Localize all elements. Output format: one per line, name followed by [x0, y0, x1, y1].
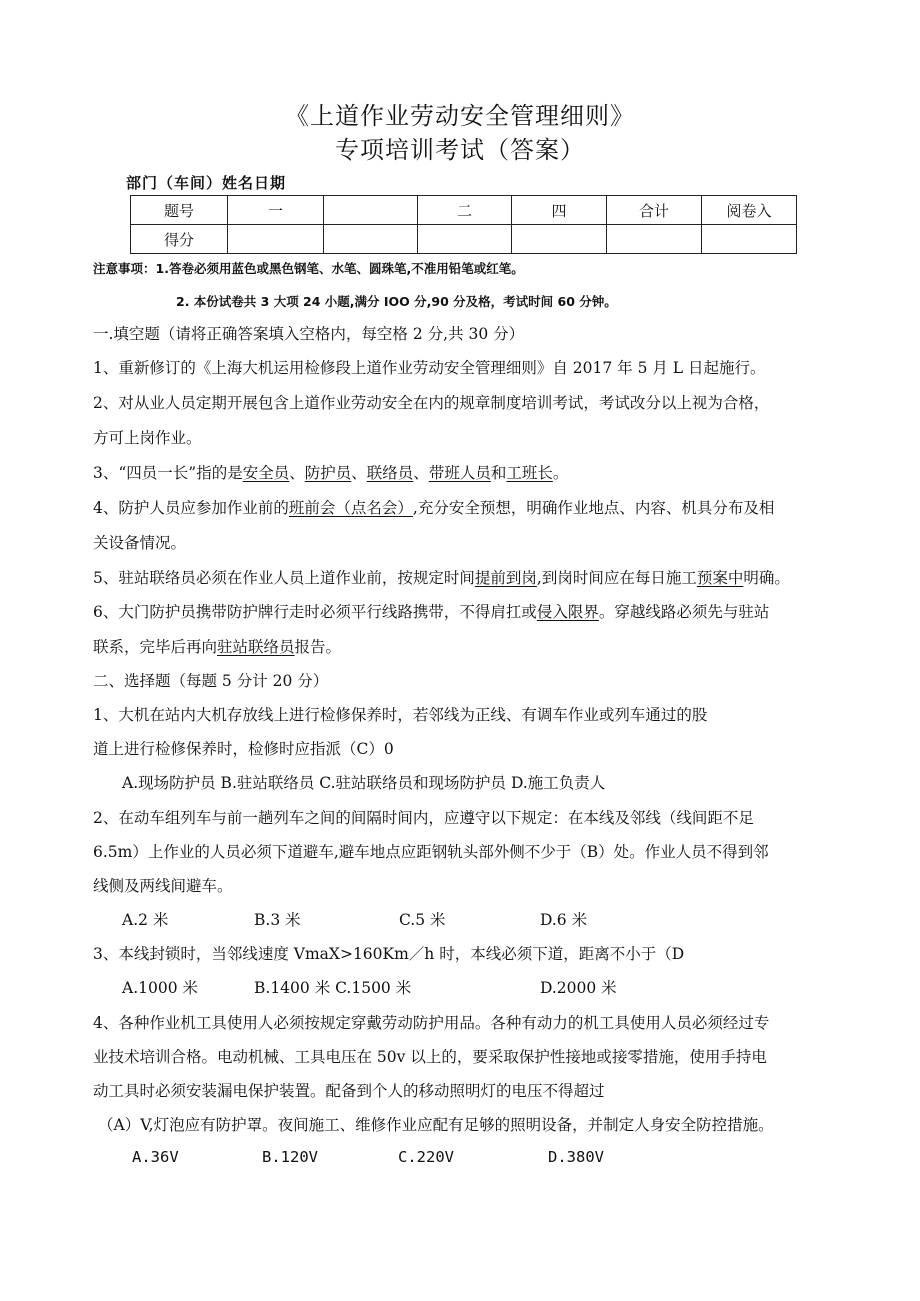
table-cell[interactable]	[324, 225, 418, 254]
answer-blank: 联络员	[366, 464, 414, 482]
s2-q3-option-bc: B.1400 米 C.1500 米	[254, 979, 412, 997]
s2-q4-option-c: C.220V	[398, 1148, 454, 1166]
answer-blank: 提前到岗	[474, 569, 537, 587]
s2-q3-option-a: A.1000 米	[122, 979, 198, 997]
note-text: 1.答卷必须用蓝色或黑色钢笔、水笔、圆珠笔,不准用铅笔或红笔。	[155, 261, 524, 276]
s2-q2-option-b: B.3 米	[254, 911, 301, 929]
s1-q3	[93, 461, 568, 483]
q3-text: 3、“四员一长”指的是	[93, 464, 243, 482]
q6-text-b: 。穿越线路必须先与驻站	[598, 603, 770, 621]
table-row	[131, 196, 797, 225]
table-cell: 题号	[131, 196, 228, 225]
table-cell: 二	[418, 196, 512, 225]
info-line: 部门（车间）姓名日期	[126, 174, 287, 192]
s1-q6-line2	[93, 635, 341, 657]
sep: 。	[552, 464, 569, 482]
s1-q2-line1: 2、对从业人员定期开展包含上道作业劳动安全在内的规章制度培训考试，考试改分以上视为合格，	[93, 394, 770, 412]
doc-title: 《上道作业劳动安全管理细则》	[285, 102, 635, 130]
note-2: 2. 本份试卷共 3 大项 24 小题,满分 IOO 分,90 分及格，考试时间 60 分钟。	[176, 294, 617, 309]
s2-q2-line2: 6.5m）上作业的人员必须下道避车,避车地点应距钢轨头部外侧不少于（B）处。作业人员不得到邻	[93, 843, 769, 861]
q6-text-d: 报告。	[294, 638, 342, 656]
sep: 、	[351, 464, 367, 482]
s2-q1-line2: 道上进行检修保养时，检修时应指派（C）0	[93, 740, 394, 758]
s1-q1: 1、重新修订的《上海大机运用检修段上道作业劳动安全管理细则》自 2017 年 5 月 L 日起施行。	[93, 359, 766, 377]
table-cell: 四	[512, 196, 607, 225]
table-row	[131, 225, 797, 254]
s1-q2-line2: 方可上岗作业。	[93, 429, 202, 447]
sep: 、	[289, 464, 305, 482]
s2-q4-line3: 动工具时必须安装漏电保护装置。配备到个人的移动照明灯的电压不得超过	[93, 1082, 605, 1100]
s2-q4-line2: 业技术培训合格。电动机械、工具电压在 50v 以上的，要采取保护性接地或接零措施，使用手持电	[93, 1048, 767, 1066]
doc-subtitle: 专项培训考试（答案）	[335, 136, 585, 164]
s2-q4-line1: 4、各种作业机工具使用人必须按规定穿戴劳动防护用品。各种有动力的机工具使用人员必须经过专	[93, 1014, 770, 1032]
answer-blank: 安全员	[242, 464, 290, 482]
score-table	[130, 195, 797, 254]
note-prefix: 注意事项：	[93, 261, 156, 276]
q4-text: 4、防护人员应参加作业前的	[93, 499, 289, 517]
answer-blank: 预案中	[696, 569, 744, 587]
section-1-heading: 一.填空题（请将正确答案填入空格内，每空格 2 分,共 30 分）	[93, 325, 525, 343]
s2-q4-option-b: B.120V	[262, 1148, 318, 1166]
s1-q4-line2: 关设备情况。	[93, 534, 187, 552]
s2-q4-line4: （A）V,灯泡应有防护罩。夜间施工、维修作业应配有足够的照明设备，并制定人身安全防控措施。	[98, 1116, 774, 1134]
sep: 、	[413, 464, 429, 482]
table-cell	[324, 196, 418, 225]
s1-q5	[93, 566, 790, 588]
q5-text-b: ,到岗时间应在每日施工	[536, 569, 697, 587]
note-1	[93, 259, 524, 277]
answer-blank: 工班长	[506, 464, 553, 482]
s1-q4-line1	[93, 496, 774, 518]
s2-q1-options: A.现场防护员 B.驻站联络员 C.驻站联络员和现场防护员 D.施工负责人	[122, 774, 606, 792]
s2-q4-option-d: D.380V	[548, 1148, 604, 1166]
s2-q2-line1: 2、在动车组列车与前一趟列车之间的间隔时间内，应遵守以下规定：在本线及邻线（线间距不足	[93, 809, 754, 827]
table-cell[interactable]	[418, 225, 512, 254]
s1-q6-line1	[93, 600, 769, 622]
table-cell: 得分	[131, 225, 228, 254]
table-cell: 合计	[607, 196, 702, 225]
q5-text-c: 明确。	[743, 569, 790, 587]
answer-blank: 班前会（点名会）	[288, 499, 413, 517]
s2-q1-line1: 1、大机在站内大机存放线上进行检修保养时，若邻线为正线、有调车作业或列车通过的股	[93, 706, 708, 724]
q5-text: 5、驻站联络员必须在作业人员上道作业前，按规定时间	[93, 569, 475, 587]
table-cell[interactable]	[702, 225, 797, 254]
sep: 和	[490, 464, 507, 482]
answer-blank: 侵入限界	[536, 603, 599, 621]
s2-q2-option-c: C.5 米	[399, 911, 446, 929]
table-cell[interactable]	[607, 225, 702, 254]
table-cell: 一	[228, 196, 324, 225]
answer-blank: 带班人员	[428, 464, 491, 482]
answer-blank: 驻站联络员	[217, 638, 295, 656]
s2-q2-line3: 线侧及两线间避车。	[93, 877, 233, 895]
table-cell: 阅卷入	[702, 196, 797, 225]
table-cell[interactable]	[512, 225, 607, 254]
q4-text-b: ,充分安全预想，明确作业地点、内容、机具分布及相	[412, 499, 775, 517]
s2-q3-line1: 3、本线封锁时，当邻线速度 VmaX>160Km／h 时，本线必须下道，距离不小于（D	[93, 945, 685, 963]
s2-q2-option-d: D.6 米	[540, 911, 588, 929]
answer-blank: 防护员	[304, 464, 352, 482]
q6-text-c: 联系，完毕后再向	[93, 638, 218, 656]
s2-q4-option-a: A.36V	[132, 1148, 179, 1166]
s2-q2-option-a: A.2 米	[122, 911, 169, 929]
q6-text: 6、大门防护员携带防护牌行走时必须平行线路携带，不得肩扛或	[93, 603, 537, 621]
table-cell[interactable]	[228, 225, 324, 254]
section-2-heading: 二、选择题（每题 5 分计 20 分）	[93, 672, 329, 690]
s2-q3-option-d: D.2000 米	[540, 979, 617, 997]
